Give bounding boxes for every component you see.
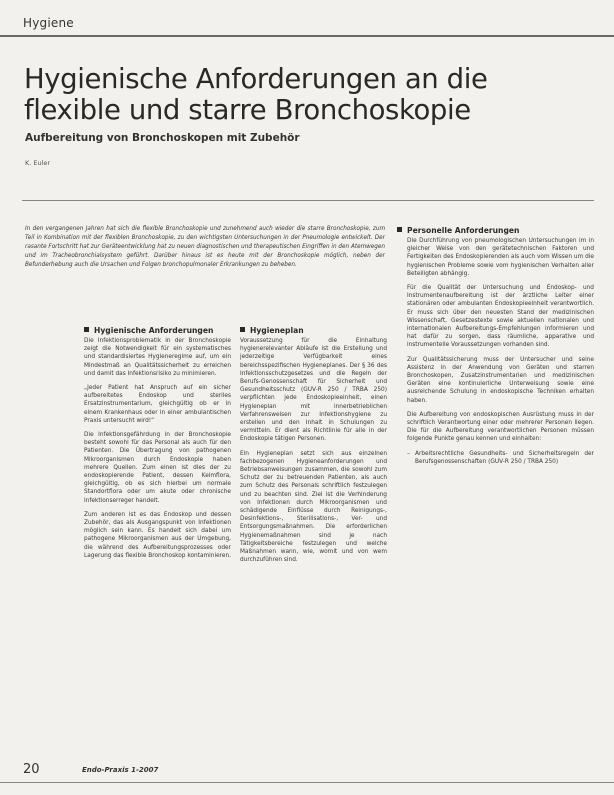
section-heading: Hygienische Anforderungen (84, 325, 231, 336)
paragraph: Ein Hygieneplan setzt sich aus einzelnen fachbezogenen Hygieneanforderungen und Betriebsanweisungen zusammen, die sowohl zum Schutz der zu betreuenden Patienten, als auch zum Schutz des Personals schriftlich festzulegen und zu beachten sind. Ziel ist die Verhinderung von Infektionen durch Mikroorganismen und schädigende Einflüsse durch Reinigungs-, Desinfektions-, Sterilisations-, Ver- und Entsorgungsmaßnahmen. Die erforderlichen Hygienemaßnahmen sind je nach Tätigkeitsbereiche festzulegen und welche Maßnahmen wann, wie, womit und von wem durchzuführen sind. (240, 450, 387, 564)
article-title: Hygienische Anforderungen an die flexible und starre Bronchoskopie (24, 63, 488, 126)
journal-name: Endo-Praxis 1-2007 (82, 766, 159, 774)
column-hygiene-plan (240, 325, 387, 570)
square-bullet-icon (240, 327, 245, 332)
section-label: Hygiene (23, 16, 74, 30)
section-heading: Personelle Anforderungen (397, 225, 594, 236)
paragraph: Zum anderen ist es das Endoskop und dessen Zubehör, das als Ausgangspunkt von Infektionen möglich sein kann. Es handelt sich dabei um pathogene Mikroorganismen aus der Umgebung, die während des Aufbereitungsprozesses oder Lagerung das flexible Bronchoskop kontaminieren. (84, 511, 231, 559)
paragraph: Voraussetzung für die Einhaltung hygienerelevanter Abläufe ist die Erstellung und jederzeitige Verfügbarkeit eines bereichsspezifischen Hygieneplanes. Der § 36 des Infektionsschutzgesetzes und die Regeln der Berufs-Genossenschaft für Sicherheit und Gesundheitsschutz (GUV-R 250 / TRBA 250) verpflichten jede Endoskopieeinheit, einen Hygieneplan mit innerbetrieblichen Verfahrensweisen zur Infektionshygiene zu erstellen und den Inhalt in Schulungen zu vermitteln. Er dient als Richtlinie für alle in der Endoskopie tätigen Personen. (240, 338, 387, 443)
square-bullet-icon (84, 327, 89, 332)
requirements-list (397, 450, 594, 466)
paragraph: Die Infektionsproblematik in der Bronchoskopie zeigt die Notwendigkeit für ein systematisches und standardisiertes Hygieneregime auf, um ein Mindestmaß an Qualitätssicherheit zu erreichen und damit das Infektionsrisiko zu minimieren. (84, 338, 231, 377)
top-divider (0, 35, 614, 37)
column-hygienic-requirements (84, 325, 231, 566)
paragraph: Die Aufbereitung von endoskopischen Ausrüstung muss in der schriftlich Verantwortung einer oder mehrerer Personen liegen. Die für die Aufbereitung verantwortlichen Personen müssen folgende Punkte genau kennen und einhalten: (407, 411, 594, 443)
abstract-text: In den vergangenen Jahren hat sich die flexible Bronchoskopie und zunehmend auch wieder die starre Bronchoskopie, zum Teil in Kombination mit der flexiblen Bronchoskopie, zu den wichtigsten Untersuchungen in der Pneumologie entwickelt. Der rasante Fortschritt hat zur Geräteentwicklung hat zu neuen diagnostischen und therapeutischen Eingriffen in den Atemwegen und im Tracheobronchialsystem geführt. Darüber hinaus ist es heute mit der Bronchoskopie möglich, neben der Befunderhebung auch die Ursachen und Folgen bronchopulmonaler Erkrankungen zu beheben. (25, 226, 385, 268)
square-bullet-icon (397, 227, 402, 232)
bottom-divider (0, 782, 614, 783)
section-heading: Hygieneplan (240, 325, 387, 336)
paragraph: Die Infektionsgefährdung in der Bronchoskopie besteht sowohl für das Personal als auch für den Patienten. Die Übertragung von pathogenen Mikroorganismen durch Endoskopie haben mehrere Quellen. Zum einen ist dies der zu endoskopierende Patient, dessen Keimflora, gleichgültig, ob es sich hierbei um normale Standortflora oder um akute oder chronische Infektionserreger handelt. (84, 432, 231, 504)
abstract-divider (22, 200, 594, 201)
page-number: 20 (23, 762, 40, 777)
author-name: K. Euler (25, 159, 51, 167)
article-subtitle: Aufbereitung von Bronchoskopen mit Zubehör (25, 132, 300, 144)
column-staff-requirements (397, 225, 594, 466)
paragraph: Für die Qualität der Untersuchung und Endoskop- und Instrumentenaufbereitung ist der ärztliche Leiter einer stationären oder ambulanten Endoskopieeinheit verantwortlich. Er muss sich über den neuesten Stand der medizinischen Wissenschaft, Gesetzestexte sowie aktuellen nationalen und internationalen Aufbereitungs-Empfehlungen informieren und hat dafür zu sorgen, dass räumliche, apparative und instrumentelle Voraussetzungen vorhanden sind. (407, 285, 594, 349)
paragraph: Die Durchführung von pneumologischen Untersuchungen im in gleicher Weise von den gerätetechnischen Faktoren und Fertigkeiten des Endoskopierenden als auch vom Wissen um die hygienischen Probleme sowie vom hygienischen Verhalten aller Beteiligten abhängig. (407, 238, 594, 277)
list-item: – Arbeitsrechtliche Gesundheits- und Sicherheitsregeln der Berufsgenossenschaften (GUV-R 250 / TRBA 250) (407, 450, 594, 465)
quote-paragraph: „Jeder Patient hat Anspruch auf ein sicher aufbereitetes Endoskop und steriles Ersatzinstrumentarium, gleichgültig ob er in einem Krankenhaus oder in einer ambulantischen Praxis untersucht wird!“ (84, 385, 231, 424)
paragraph: Zur Qualitätssicherung muss der Untersucher und seine Assistenz in der Anwendung von Geräten und starren Bronchoskopen, Zusatzinstrumentarien und medizinischen Geräten eine kontinuierliche Unterweisung sowie eine ausreichende Schulung in endoskopische Techniken erhalten haben. (407, 356, 594, 404)
